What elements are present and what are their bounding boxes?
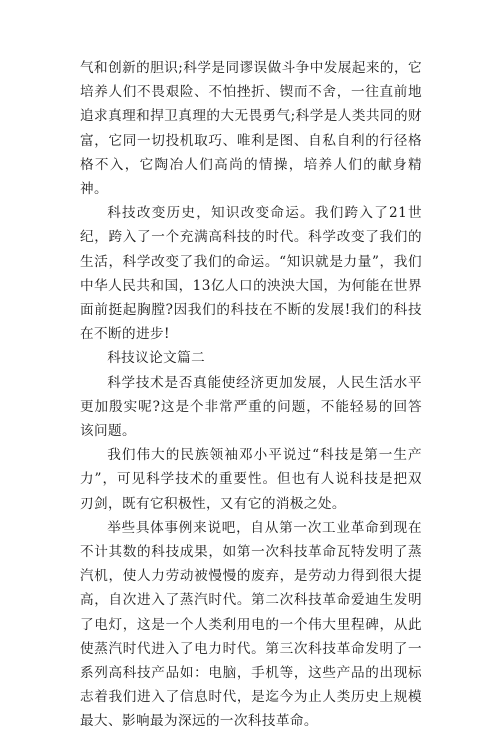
document-body — [80, 56, 422, 734]
para-tech-changes-history: 科技改变历史，知识改变命运。我们跨入了21世纪，跨入了一个充满高科技的时代。科学改变了我们的生活，科学改变了我们的命运。“知识就是力量”，我们中华人民共和国，13亿人口的泱泱大国，为何能在世界面前挺起胸膛?因我们的科技在不断的发展!我们的科技在不断的进步! — [80, 205, 422, 343]
para-continuation: 气和创新的胆识;科学是同谬误做斗争中发展起来的，它培养人们不畏艰险、不怕挫折、锲而不舍，一往直前地追求真理和捍卫真理的大无畏勇气;科学是人类共同的财富，它同一切投机取巧、唯利是图、自私自利的行径格格不入，它陶冶人们高尚的情操，培养人们的献身精神。 — [80, 60, 422, 198]
para-economic-question: 科学技术是否真能使经济更加发展，人民生活水平更加殷实呢?这是个非常严重的问题，不能轻易的回答该问题。 — [80, 374, 422, 440]
section-heading: 科技议论文篇二 — [107, 350, 206, 367]
para-deng-quote: 我们伟大的民族领袖邓小平说过“科技是第一生产力”，可见科学技术的重要性。但也有人说科技是把双刃剑，既有它积极性，又有它的消极之处。 — [80, 447, 422, 512]
para-revolutions: 举些具体事例来说吧，自从第一次工业革命到现在不计其数的科技成果，如第一次科技革命瓦特发明了蒸汽机，使人力劳动被慢慢的废弃，是劳动力得到很大提高，自次进入了蒸汽时代。第二次科技革命爱迪生发明了电灯，这是一个人类利用电的一个伟大里程碑，从此使蒸汽时代进入了电力时代。第三次科技革命发明了一系列高科技产品如：电脑，手机等，这些产品的出现标志着我们进入了信息时代，是迄今为止人类历史上规模最大、影响最为深远的一次科技革命。 — [80, 519, 422, 730]
